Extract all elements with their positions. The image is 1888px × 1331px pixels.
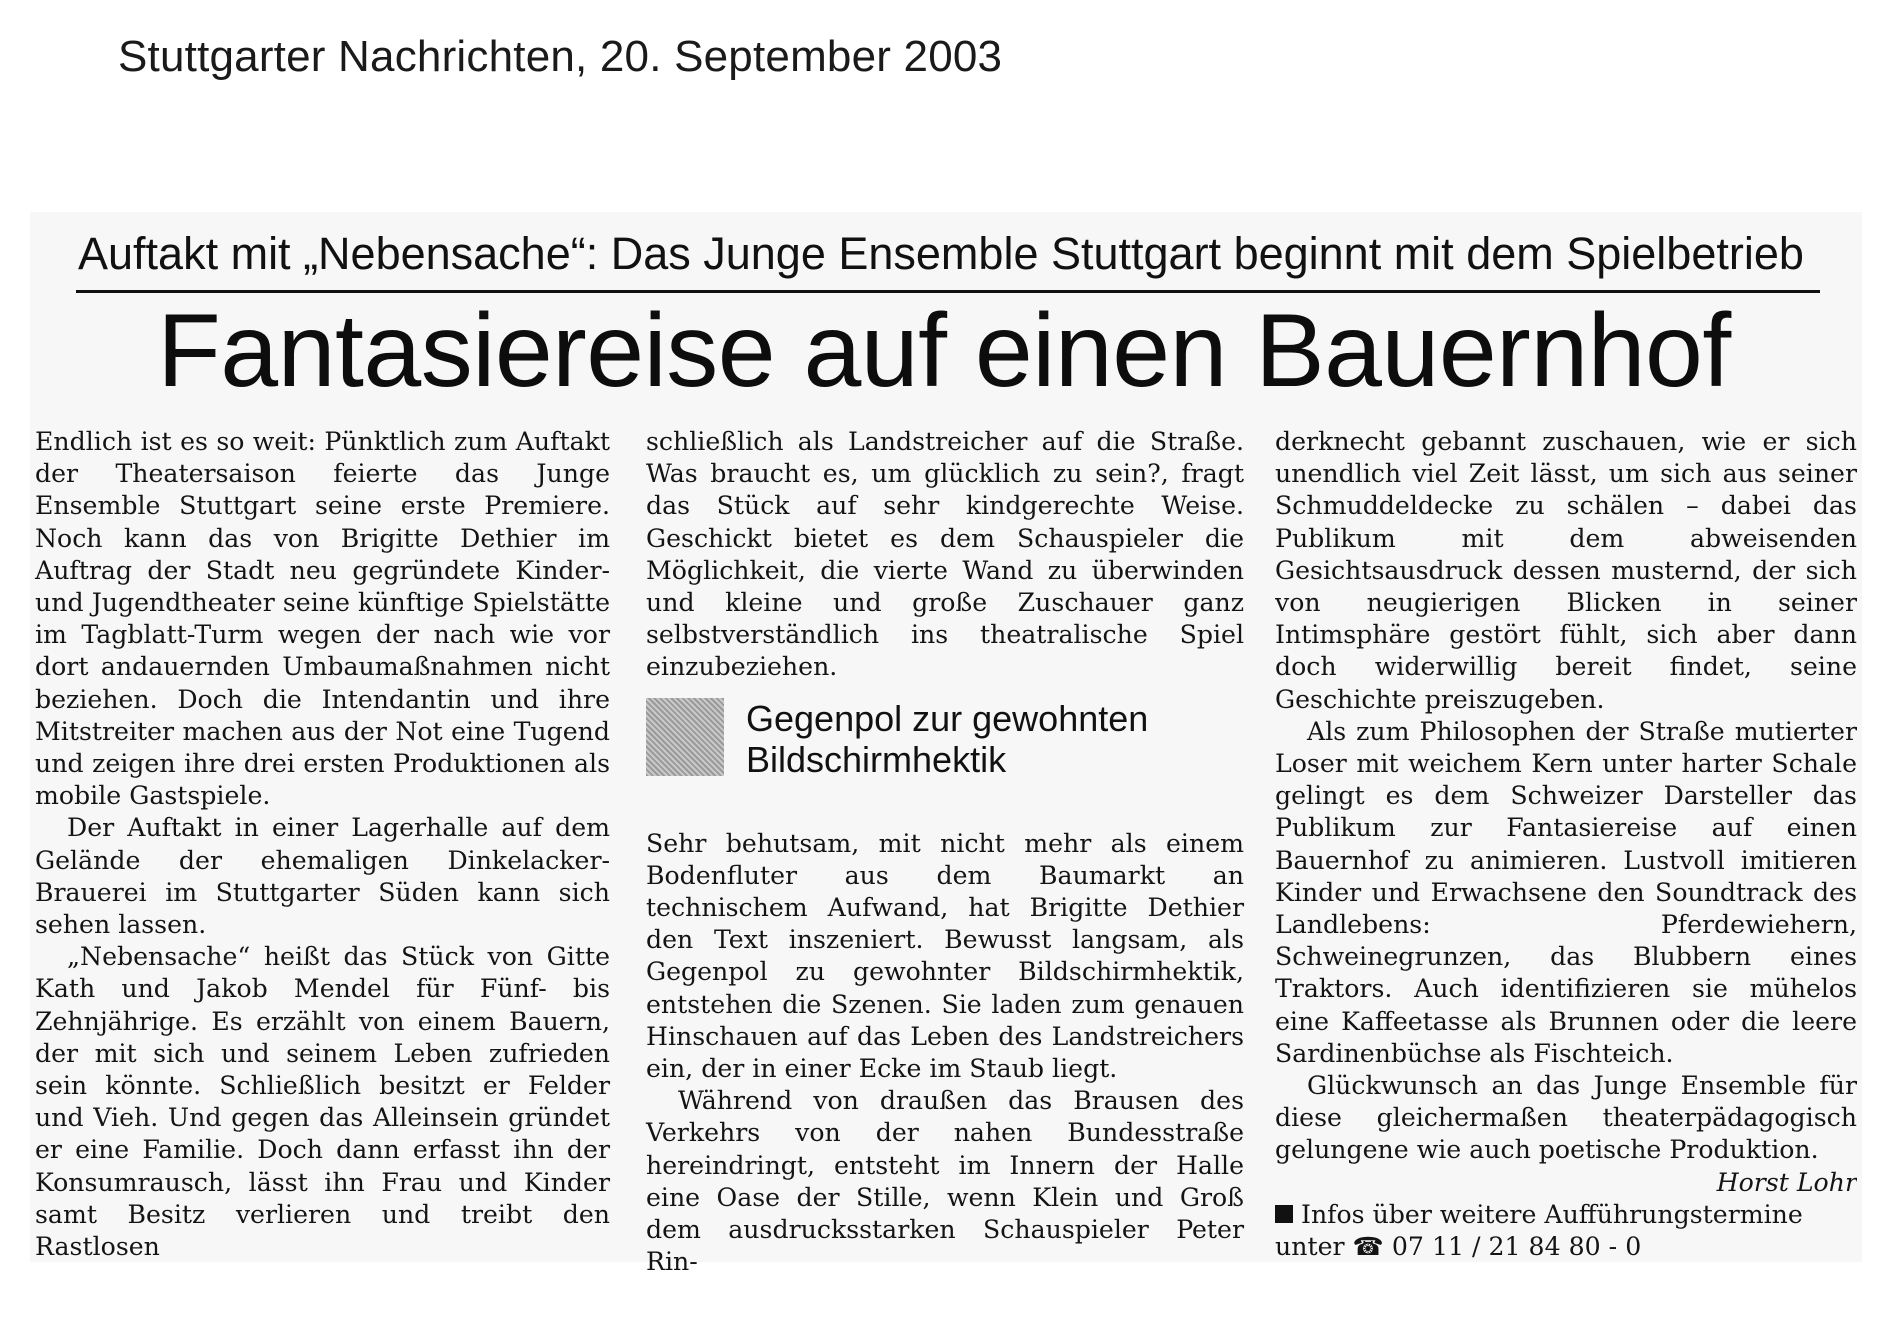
paragraph: Während von draußen das Brausen des Verkehrs von der nahen Bundesstraße hereindringt, entsteht im Innern der Halle eine Oase der Stille, wenn Klein und Groß dem ausdrucksstarken Schauspieler Peter Rin- bbox=[646, 1086, 1244, 1277]
paragraph: Glückwunsch an das Junge Ensemble für diese gleichermaßen theaterpädagogisch gelungene wie auch poetische Produktion. bbox=[1275, 1071, 1857, 1165]
square-bullet-icon bbox=[1275, 1205, 1293, 1223]
article-kicker: Auftakt mit „Nebensache“: Das Junge Ensemble Stuttgart beginnt mit dem Spielbetrieb bbox=[78, 228, 1804, 279]
article-column-3 bbox=[1275, 426, 1857, 1266]
paragraph: „Nebensache“ heißt das Stück von Gitte Kath und Jakob Mendel für Fünf- bis Zehnjährige. Es erzählt von einem Bauern, der mit sich und seinem Leben zufrieden sein könnte. Schließlich besitzt er Felder und Vieh. Und gegen das Alleinsein gründet er eine Familie. Doch dann erfasst ihn der Konsumrausch, lässt ihn Frau und Kinder samt Besitz verlieren und treibt den Rastlosen bbox=[35, 942, 610, 1262]
paragraph: schließlich als Landstreicher auf die Straße. Was braucht es, um glücklich zu sein?, fragt das Stück auf sehr kindgerechte Weise. Geschickt bietet es dem Schauspieler die Möglichkeit, die vierte Wand zu überwinden und kleine und große Zuschauer ganz selbstverständlich ins theatralische Spiel einzubeziehen. bbox=[646, 427, 1244, 682]
paragraph: Endlich ist es so weit: Pünktlich zum Auftakt der Theatersaison feierte das Junge Ensemble Stuttgart seine erste Premiere. Noch kann das von Brigitte Dethier im Auftrag der Stadt neu gegründete Kinder- und Jugendtheater seine künftige Spielstätte im Tagblatt-Turm wegen der nach wie vor dort andauernden Umbaumaßnahmen nicht beziehen. Doch die Intendantin und ihre Mitstreiter machen aus der Not eine Tugend und zeigen ihre drei ersten Produktionen als mobile Gastspiele. bbox=[35, 427, 610, 811]
article-headline: Fantasiereise auf einen Bauernhof bbox=[157, 293, 1731, 409]
paragraph: Sehr behutsam, mit nicht mehr als einem Bodenfluter aus dem Baumarkt an technischem Aufwand, hat Brigitte Dethier den Text inszeniert. Bewusst langsam, als Gegenpol zu gewohnter Bildschirmhektik, entstehen die Szenen. Sie laden zum genauen Hinschauen auf das Leben des Landstreichers ein, der in einer Ecke im Staub liegt. bbox=[646, 828, 1244, 1084]
subheading-marker-box bbox=[646, 698, 724, 776]
paragraph: Der Auftakt in einer Lagerhalle auf dem Gelände der ehemaligen Dinkelacker-Brauerei im Stuttgarter Süden kann sich sehen lassen. bbox=[35, 813, 610, 940]
paragraph: Als zum Philosophen der Straße mutierter Loser mit weichem Kern unter harter Schale gelingt es dem Schweizer Darsteller das Publikum zur Fantasiereise auf einen Bauernhof zu animieren. Lustvoll imitieren Kinder und Erwachsene den Soundtrack des Landlebens: Pferdewiehern, Schweinegrunzen, das Blubbern eines Traktors. Auch identifizieren sie mühelos eine Kaffeetasse als Brunnen oder die leere Sardinenbüchse als Fischteich. bbox=[1275, 716, 1857, 1068]
article-column-1 bbox=[35, 426, 610, 1263]
subheading: Gegenpol zur gewohnten Bildschirmhektik bbox=[746, 697, 1149, 780]
info-text: Infos über weitere Aufführungstermine bbox=[1301, 1199, 1803, 1229]
article-column-2 bbox=[646, 426, 1244, 1278]
subheading-block bbox=[646, 698, 1244, 816]
source-line: Stuttgarter Nachrichten, 20. September 2003 bbox=[118, 32, 1003, 81]
paragraph: derknecht gebannt zuschauen, wie er sich unendlich viel Zeit lässt, um sich aus seiner Schmuddeldecke zu schälen – dabei das Publikum mit dem abweisenden Gesichtsausdruck dessen musternd, der sich von neugierigen Blicken in seiner Intimsphäre gestört fühlt, sich aber dann doch widerwillig bereit findet, seine Geschichte preiszugeben. bbox=[1275, 427, 1857, 714]
info-line bbox=[1275, 1199, 1857, 1231]
author-byline: Horst Lohr bbox=[1716, 1167, 1857, 1197]
info-phone: unter ☎ 07 11 / 21 84 80 - 0 bbox=[1275, 1232, 1642, 1262]
